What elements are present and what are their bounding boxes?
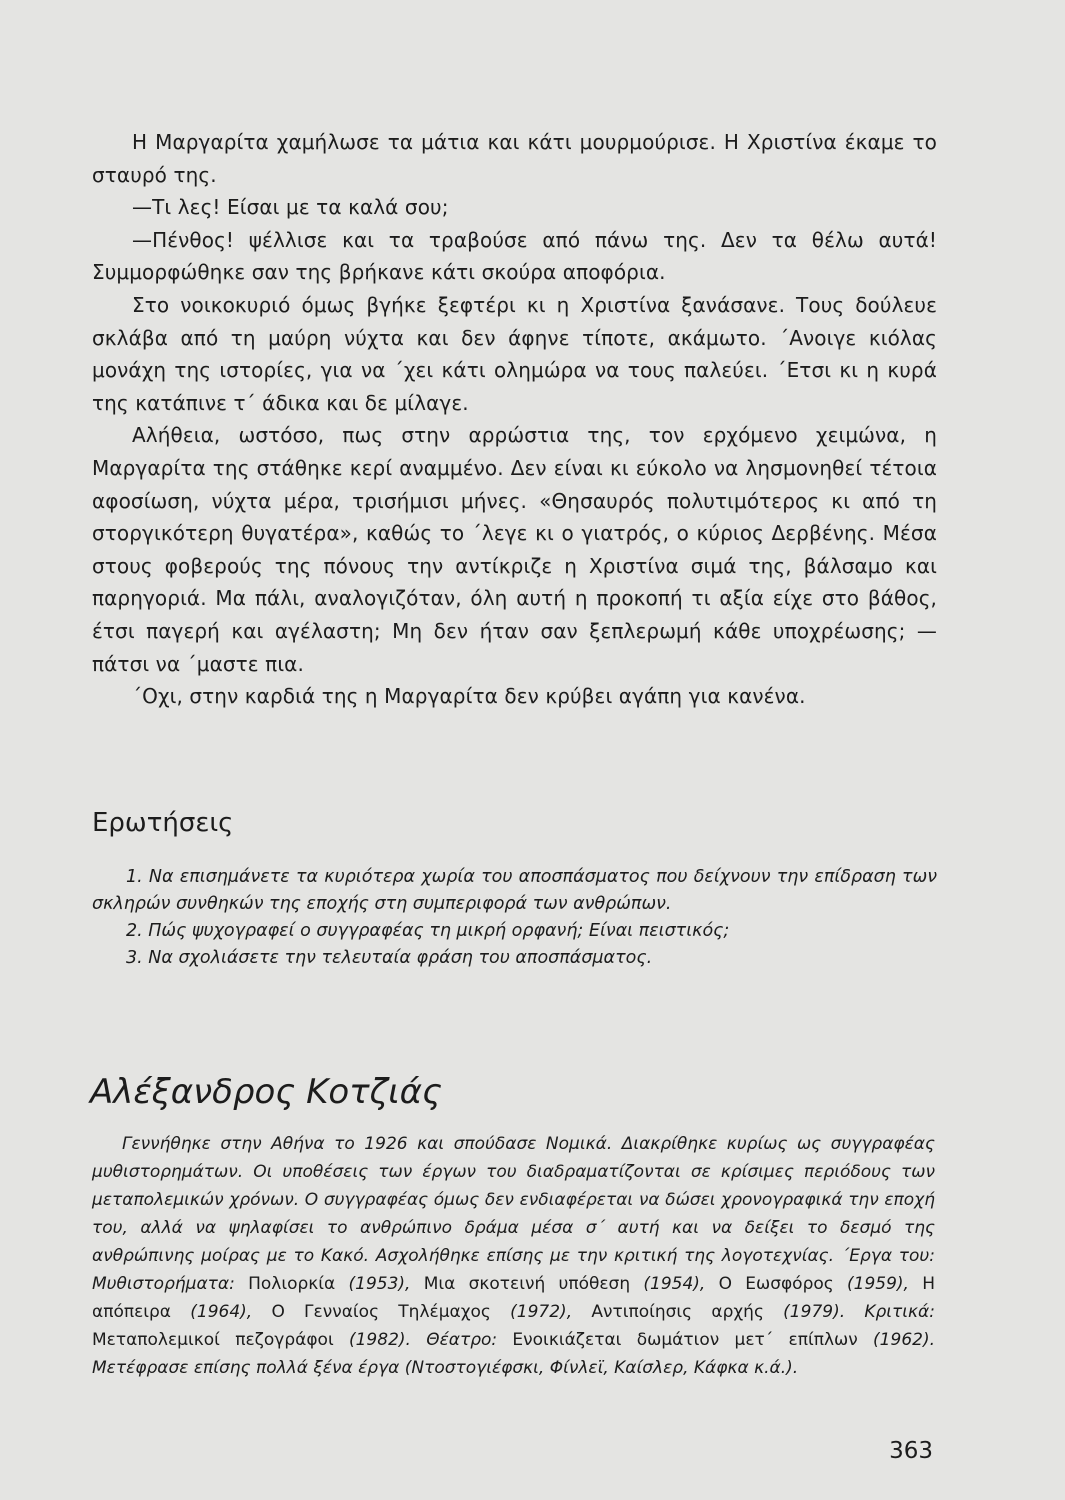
work-title: Ο Εωσφόρος: [718, 1274, 834, 1294]
work-title: Μια σκοτεινή υπόθεση: [423, 1274, 631, 1294]
critic-label: Κριτικά:: [864, 1302, 935, 1322]
theatre-year: (1962).: [857, 1330, 935, 1350]
work-title: Πολιορκία: [248, 1274, 336, 1294]
work-year: (1954),: [630, 1274, 719, 1294]
theatre-label: Θέατρο:: [426, 1330, 513, 1350]
work-title: Αντιποίησις αρχής: [591, 1302, 764, 1322]
story-paragraph: Αλήθεια, ωστόσο, πως στην αρρώστια της, τον ερχόμενο χειμώνα, η Μαργαρίτα της στάθηκε κερί αναμμένο. Δεν είναι κι εύκολο να λησμονηθεί τέτοια αφοσίωση, νύχτα μέρα, τρισήμισι μήνες. «Θησαυρός πολυτιμότερος κι από τη στοργικότερη θυγατέρα», καθώς το ΄λεγε κι ο γιατρός, ο κύριος Δερβένης. Μέσα στους φοβερούς της πόνους την αντίκριζε η Χριστίνα σιμά της, βάλσαμο και παρηγοριά. Μα πάλι, αναλογιζόταν, όλη αυτή η προκοπή τι αξία είχε στο βάθος, έτσι παγερή και αγέλαστη; Μη δεν ήταν σαν ξεπλερωμή κάθε υποχρέωσης; — πάτσι να ΄μαστε πια.: [92, 423, 937, 676]
bio-intro: Γεννήθηκε στην Αθήνα το 1926 και σπούδασε Νομικά. Διακρίθηκε κυρίως ως συγγραφέας μυθιστορημάτων. Οι υποθέσεις των έργων του διαδραματίζονται σε κρίσιμες περιόδους των μεταπολεμικών χρόνων. Ο συγγραφέας όμως δεν ενδιαφέρεται να δώσει χρονογραφικά την εποχή του, αλλά να ψηλαφίσει το ανθρώπινο δράμα μέσα σ΄ αυτή και να δείξει το δεσμό της ανθρώπινης μοίρας με το Κακό. Ασχολήθηκε επίσης με την κριτική της λογοτεχνίας. ΄Εργα του: Μυθιστορήματα:: [92, 1134, 935, 1294]
work-year: (1972),: [490, 1302, 592, 1322]
work-year: (1964),: [171, 1302, 272, 1322]
story-paragraph: ΄Οχι, στην καρδιά της η Μαργαρίτα δεν κρύβει αγάπη για κανένα.: [132, 684, 806, 709]
questions-heading: Ερωτήσεις: [92, 808, 234, 838]
story-paragraph: —Πένθος! ψέλλισε και τα τραβούσε από πάνω της. Δεν τα θέλω αυτά! Συμμορφώθηκε σαν της βρήκανε κάτι σκούρα αποφόρια.: [92, 227, 937, 285]
question-item: 3. Να σχολιάσετε την τελευταία φράση του αποσπάσματος.: [126, 948, 653, 968]
question-item: 2. Πώς ψυχογραφεί ο συγγραφέας τη μικρή ορφανή; Είναι πειστικός;: [126, 921, 730, 941]
biography-paragraph: [92, 1130, 935, 1382]
critic-title: Μεταπολεμικοί πεζογράφοι: [92, 1330, 334, 1350]
work-title: Η απόπειρα: [92, 1274, 936, 1322]
page-number: 363: [889, 1438, 933, 1464]
story-paragraph: Η Μαργαρίτα χαμήλωσε τα μάτια και κάτι μουρμούρισε. Η Χριστίνα έκαμε το σταυρό της.: [92, 130, 937, 187]
story-paragraph: —Τι λες! Είσαι με τα καλά σου;: [132, 195, 449, 220]
work-year: (1959),: [833, 1274, 923, 1294]
story-paragraph: Στο νοικοκυριό όμως βγήκε ξεφτέρι κι η Χριστίνα ξανάσανε. Τους δούλευε σκλάβα από τη μαύρη νύχτα και δεν άφηνε τίποτε, ακάμωτο. ΄Ανοιγε κιόλας μονάχη της ιστορίες, για να ΄χει κάτι ολημώρα να τους παλεύει. ΄Ετσι κι η κυρά της κατάπινε τ΄ άδικα και δε μίλαγε.: [92, 292, 937, 415]
author-biography: [92, 1130, 935, 1382]
theatre-title: Ενοικιάζεται δωμάτιον μετ΄ επίπλων: [512, 1330, 858, 1350]
author-heading: Αλέξανδρος Κοτζιάς: [90, 1072, 443, 1112]
questions-list: [92, 864, 937, 972]
story-excerpt: [92, 126, 937, 713]
bio-end: Μετέφρασε επίσης πολλά ξένα έργα (Ντοστογιέφσκι, Φίνλεϊ, Καίσλερ, Κάφκα κ.ά.).: [92, 1358, 799, 1378]
work-year: (1979).: [763, 1302, 865, 1322]
work-title: Ο Γενναίος Τηλέμαχος: [271, 1302, 491, 1322]
question-item: 1. Να επισημάνετε τα κυριότερα χωρία του αποσπάσματος που δείχνουν την επίδραση των σκληρών συνθηκών της εποχής στη συμπεριφορά των ανθρώπων.: [92, 867, 937, 914]
work-year: (1953),: [335, 1274, 424, 1294]
critic-year: (1982).: [333, 1330, 427, 1350]
